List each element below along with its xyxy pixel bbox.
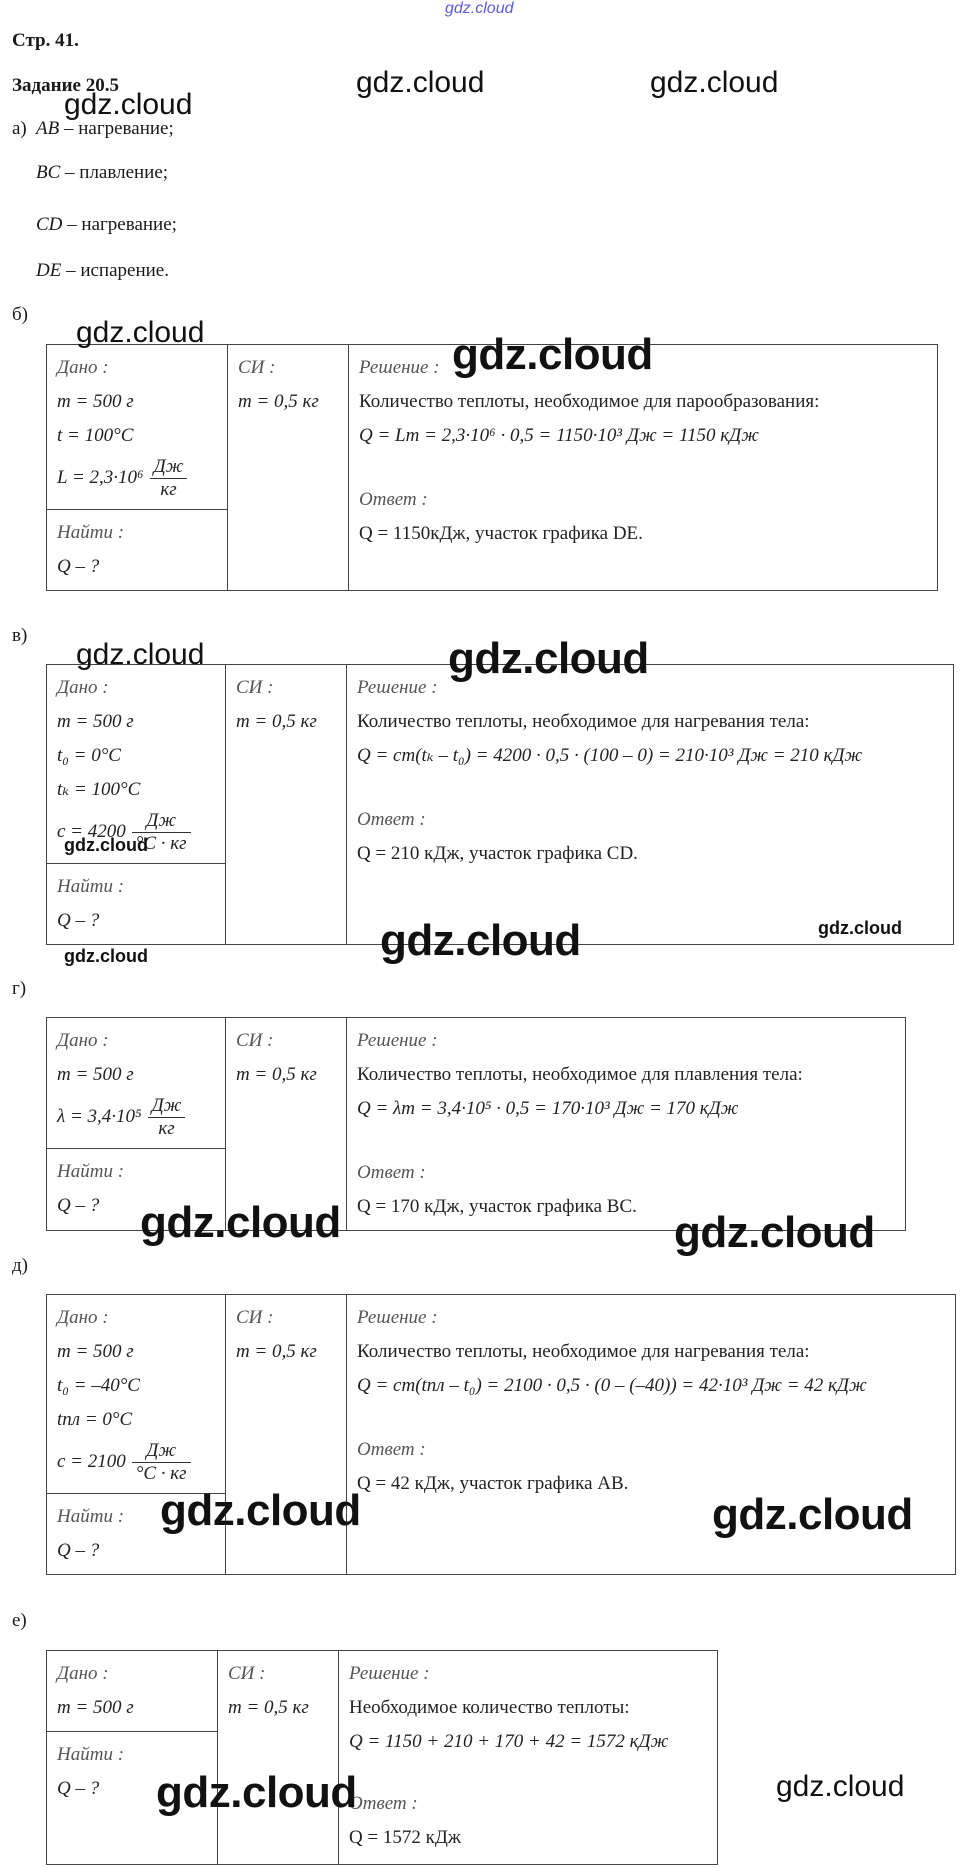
solution-cell — [347, 665, 954, 945]
solution-formula: Q = cm(tпл – t₀) = 2100 · 0,5 · (0 – (–40)) = 42·10³ Дж = 42 кДж — [357, 1375, 867, 1396]
watermark: gdz.cloud — [64, 946, 148, 966]
watermark: gdz.cloud — [650, 66, 779, 99]
watermark: gdz.cloud — [776, 1770, 905, 1803]
given-line: tₖ = 100°C — [57, 779, 141, 800]
watermark: gdz.cloud — [64, 835, 148, 855]
find-value: Q – ? — [57, 1778, 100, 1799]
part-b-label: б) — [12, 304, 28, 325]
watermark: gdz.cloud — [64, 88, 193, 121]
si-value: m = 0,5 кг — [228, 1697, 309, 1718]
given-fraction-line: c = 2100 $\frac{Дж}{^\circ C \cdot кг}$ — [57, 1437, 215, 1487]
given-fraction-line: L = 2,3·10⁶ $\frac{Дж}{кг}$ — [57, 453, 217, 503]
solution-formula: Q = cm(tₖ – t₀) = 4200 · 0,5 · (100 – 0) = 210·10³ Дж = 210 кДж — [357, 745, 863, 766]
given-line: m = 500 г — [57, 711, 134, 732]
solution-formula: Q = λm = 3,4·10⁵ · 0,5 = 170·10³ Дж = 170 кДж — [357, 1098, 739, 1119]
find-cell — [47, 510, 228, 591]
watermark: gdz.cloud — [160, 1486, 361, 1535]
solution-header: Решение : — [357, 1030, 438, 1051]
si-header: СИ : — [238, 357, 276, 378]
watermark: gdz.cloud — [76, 316, 205, 349]
watermark: gdz.cloud — [452, 330, 653, 379]
watermark: gdz.cloud — [140, 1198, 341, 1247]
answer-header: Ответ : — [357, 1162, 426, 1183]
find-value: Q – ? — [57, 556, 100, 577]
given-cell — [47, 345, 228, 510]
given-cell — [47, 1295, 226, 1494]
answer-text: Q = 170 кДж, участок графика BC. — [357, 1196, 637, 1217]
watermark: gdz.cloud — [712, 1490, 913, 1539]
find-header: Найти : — [57, 1744, 125, 1765]
given-line: tпл = 0°C — [57, 1409, 133, 1430]
answer-header: Ответ : — [359, 489, 428, 510]
si-value: m = 0,5 кг — [236, 1064, 317, 1085]
given-header: Дано : — [57, 1663, 109, 1684]
solution-formula: Q = Lm = 2,3·10⁶ · 0,5 = 1150·10³ Дж = 1150 кДж — [359, 425, 759, 446]
watermark: gdz.cloud — [674, 1208, 875, 1257]
si-header: СИ : — [236, 1030, 274, 1051]
part-a-line-4: DE – испарение. — [36, 260, 169, 281]
given-fraction-line: λ = 3,4·10⁵ $\frac{Дж}{кг}$ — [57, 1092, 215, 1142]
top-watermark: gdz.cloud — [445, 0, 514, 17]
find-value: Q – ? — [57, 910, 100, 931]
solution-line: Количество теплоты, необходимое для парообразования: — [359, 391, 820, 412]
solution-formula: Q = 1150 + 210 + 170 + 42 = 1572 кДж — [349, 1731, 669, 1752]
given-cell — [47, 1651, 218, 1732]
part-e-table — [46, 1650, 718, 1865]
watermark: gdz.cloud — [156, 1768, 357, 1817]
answer-text: Q = 1150кДж, участок графика DE. — [359, 523, 643, 544]
si-header: СИ : — [228, 1663, 266, 1684]
solution-line: Количество теплоты, необходимое для нагревания тела: — [357, 711, 810, 732]
si-value: m = 0,5 кг — [236, 711, 317, 732]
task-title: Задание 20.5 — [12, 75, 119, 96]
given-header: Дано : — [57, 1307, 109, 1328]
answer-header: Ответ : — [349, 1793, 418, 1814]
watermark: gdz.cloud — [356, 66, 485, 99]
solution-line: Необходимое количество теплоты: — [349, 1697, 630, 1718]
given-line: t = 100°C — [57, 425, 134, 446]
solution-line: Количество теплоты, необходимое для нагревания тела: — [357, 1341, 810, 1362]
answer-text: Q = 42 кДж, участок графика AB. — [357, 1473, 629, 1494]
solution-cell — [349, 345, 938, 591]
answer-text: Q = 1572 кДж — [349, 1827, 462, 1848]
watermark: gdz.cloud — [818, 918, 902, 938]
given-fraction-line: c = 4200 $\frac{Дж}{^\circ C \cdot кг}$ — [57, 807, 215, 857]
given-cell — [47, 1018, 226, 1149]
solution-cell — [339, 1651, 718, 1865]
page-number: Стр. 41. — [12, 30, 79, 51]
si-cell — [218, 1651, 339, 1865]
given-header: Дано : — [57, 677, 109, 698]
part-v-label: в) — [12, 625, 28, 646]
given-line: t₀ = 0°C — [57, 745, 121, 766]
answer-header: Ответ : — [357, 1439, 426, 1460]
part-g-label: г) — [12, 978, 27, 999]
find-header: Найти : — [57, 1161, 125, 1182]
find-header: Найти : — [57, 1506, 125, 1527]
si-value: m = 0,5 кг — [236, 1341, 317, 1362]
given-line: t₀ = –40°C — [57, 1375, 140, 1396]
find-value: Q – ? — [57, 1195, 100, 1216]
si-value: m = 0,5 кг — [238, 391, 319, 412]
find-cell — [47, 864, 226, 945]
si-cell — [226, 665, 347, 945]
given-line: m = 500 г — [57, 391, 134, 412]
solution-header: Решение : — [359, 357, 440, 378]
part-a-line-1: AB – нагревание; — [36, 118, 174, 139]
part-v-table — [46, 664, 954, 945]
find-header: Найти : — [57, 522, 125, 543]
solution-cell — [347, 1018, 906, 1231]
given-line: m = 500 г — [57, 1697, 134, 1718]
find-header: Найти : — [57, 876, 125, 897]
part-b-table — [46, 344, 938, 591]
given-header: Дано : — [57, 1030, 109, 1051]
given-line: m = 500 г — [57, 1064, 134, 1085]
solution-line: Количество теплоты, необходимое для плавления тела: — [357, 1064, 803, 1085]
watermark: gdz.cloud — [76, 638, 205, 671]
solution-header: Решение : — [357, 677, 438, 698]
given-header: Дано : — [57, 357, 109, 378]
given-line: m = 500 г — [57, 1341, 134, 1362]
part-a-line-2: BC – плавление; — [36, 162, 169, 183]
solution-header: Решение : — [357, 1307, 438, 1328]
part-a-label: а) — [12, 118, 27, 139]
solution-header: Решение : — [349, 1663, 430, 1684]
answer-text: Q = 210 кДж, участок графика CD. — [357, 843, 638, 864]
part-e-label: е) — [12, 1610, 27, 1631]
part-a-line-3: CD – нагревание; — [36, 214, 177, 235]
si-header: СИ : — [236, 677, 274, 698]
watermark: gdz.cloud — [448, 634, 649, 683]
given-cell — [47, 665, 226, 864]
answer-header: Ответ : — [357, 809, 426, 830]
part-d-label: д) — [12, 1255, 28, 1276]
find-value: Q – ? — [57, 1540, 100, 1561]
si-cell — [228, 345, 349, 591]
si-header: СИ : — [236, 1307, 274, 1328]
watermark: gdz.cloud — [380, 916, 581, 965]
